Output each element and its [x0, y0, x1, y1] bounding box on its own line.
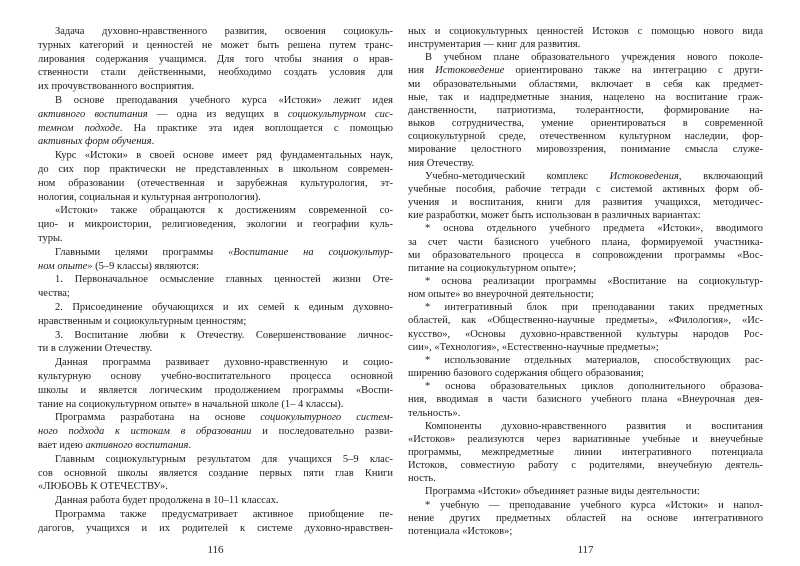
text-run: питание на социокультурном опыте»;	[408, 262, 577, 274]
text-line	[38, 356, 393, 370]
text-line	[38, 480, 393, 494]
text-run: * интегративный блок при преподавании таких предметных	[425, 302, 763, 314]
text-line	[408, 341, 763, 354]
text-run: Программа «Истоки» объединяет разные виды деятельности:	[425, 486, 700, 498]
text-line	[38, 494, 393, 508]
text-run: кусство», «Основы духовно-нравственной культуры народов Рос-	[408, 328, 763, 340]
text-run: их прочувствованного восприятия.	[38, 81, 195, 93]
text-run: сии», «Технология», «Естественно-научные предметы»;	[408, 341, 659, 353]
text-run: * основа отдельного учебного предмета «Истоки», вводимого	[425, 223, 763, 235]
italic-text-run: Истоковедения	[609, 170, 679, 182]
text-line	[408, 525, 763, 538]
text-run: ния	[408, 65, 436, 77]
text-run: , включающий	[678, 170, 764, 182]
text-run: .	[151, 136, 155, 148]
text-line	[408, 51, 763, 64]
text-run: Данная работа будет продолжена в 10–11 классах.	[55, 495, 279, 507]
text-line	[408, 209, 763, 222]
text-line	[408, 157, 763, 170]
text-line	[408, 183, 763, 196]
text-run: данственности, патриотизма, толерантности, формирование на-	[408, 104, 763, 116]
text-line	[38, 329, 393, 343]
text-run: тание на социокультурном опыте» в начальной школе (1– 4 классы).	[38, 398, 344, 410]
text-line	[408, 512, 763, 525]
text-line	[38, 94, 393, 108]
text-run: ния, вводимая в части базисного учебного плана «Внеурочная дея-	[408, 394, 763, 406]
text-line	[408, 433, 763, 446]
text-line	[38, 149, 393, 163]
text-line	[408, 354, 763, 367]
text-run: школы и является логическим продолжением программы «Воспи-	[38, 384, 393, 396]
text-run: нравственным и социокультурным ценностям;	[38, 315, 247, 327]
text-line	[408, 78, 763, 91]
text-line	[408, 393, 763, 406]
text-line	[38, 39, 393, 53]
text-line	[38, 301, 393, 315]
text-line	[408, 222, 763, 235]
text-line	[408, 367, 763, 380]
text-run: вает идею	[38, 439, 86, 451]
italic-text-run: ного подхода к истокам в образовании	[38, 426, 252, 438]
text-run: ность.	[408, 473, 436, 485]
text-line	[408, 446, 763, 459]
text-line	[408, 380, 763, 393]
text-line	[408, 143, 763, 156]
italic-text-run: темном подходе	[38, 122, 120, 134]
text-line	[408, 459, 763, 472]
text-line	[38, 108, 393, 122]
text-run: туры.	[38, 232, 63, 244]
text-run: турных категорий и ценностей не может быть решена путем транс-	[38, 39, 393, 51]
text-line	[408, 262, 763, 275]
text-run: Истоков, совместную работу с родителями, внеучебную деятель-	[408, 460, 763, 472]
text-run: ми образовательными областями, включает в себя как предмет-	[408, 78, 763, 90]
right-page-number: 117	[577, 544, 594, 556]
text-line	[38, 232, 393, 246]
text-run: ственности стали действенными, необходимо создать условия для	[38, 67, 393, 79]
text-run: нология, социальная и культурная антропология).	[38, 191, 261, 203]
text-line	[38, 260, 393, 274]
text-run: Главным социокультурным результатом для учащихся 5–9 клас-	[55, 453, 393, 465]
text-line	[38, 191, 393, 205]
text-run: и последовательно разви-	[251, 426, 393, 438]
text-run: культурную основу учебно-воспитательного процесса основной	[38, 370, 393, 382]
text-run: .	[188, 439, 192, 451]
text-line	[38, 467, 393, 481]
text-run: Данная программа развивает духовно-нравственную и социо-	[55, 357, 393, 369]
text-run: * учебную — преподавание учебного курса «Истоки» и напол-	[425, 499, 763, 511]
text-line	[38, 218, 393, 232]
text-run: социокультурной среде, отечественном культурном наследии, фор-	[408, 131, 763, 143]
text-line	[38, 66, 393, 80]
text-run: учения и воспитания, книги для развития учащихся, методичес-	[408, 197, 763, 209]
right-page	[408, 25, 763, 566]
text-line	[38, 53, 393, 67]
text-run: (5–9 классы) являются:	[92, 260, 200, 272]
text-line	[38, 508, 393, 522]
text-run: Программа также предусматривает активное приобщение пе-	[55, 508, 393, 520]
text-line	[408, 249, 763, 262]
text-line	[38, 315, 393, 329]
text-run: 1. Первоначальное осмысление главных ценностей жизни Оте-	[55, 274, 393, 286]
text-run: нение других предметных областей на основе интегративного	[408, 512, 763, 524]
text-run: Главными целями программы	[55, 246, 229, 258]
text-line	[38, 25, 393, 39]
text-line	[38, 398, 393, 412]
text-line	[408, 314, 763, 327]
text-run: выков сотрудничества, умение ориентироваться в современной	[408, 118, 763, 130]
text-run: * основа реализации программы «Воспитание на социокультур-	[425, 275, 763, 287]
text-line	[38, 342, 393, 356]
text-run: ния Отечеству.	[408, 157, 475, 169]
left-page-text-column	[38, 25, 393, 535]
text-line	[408, 117, 763, 130]
right-page-text-column	[408, 25, 763, 538]
text-run: ном образовании (отечественная и зарубежная культурология, эт-	[38, 177, 393, 189]
text-run: ти в служении Отечеству.	[38, 343, 153, 355]
text-line	[408, 420, 763, 433]
italic-text-run: «Воспитание на социокультур-	[228, 246, 393, 258]
text-run: программы, межпредметные линии интегративного потенциала	[408, 447, 763, 458]
text-line	[38, 246, 393, 260]
text-run: «ЛЮБОВЬ К ОТЕЧЕСТВУ».	[38, 481, 168, 493]
text-line	[38, 122, 393, 136]
text-line	[408, 104, 763, 117]
text-line	[408, 25, 763, 38]
text-line	[408, 301, 763, 314]
text-line	[408, 196, 763, 209]
text-run: сов основной школы является создание первых пяти глав Книги	[38, 467, 393, 479]
text-run: потенциала «Истоков»;	[408, 525, 513, 537]
italic-text-run: активного воспитания	[38, 108, 148, 120]
text-line	[38, 384, 393, 398]
text-run: ном опыте» во внеурочной деятельности;	[408, 289, 594, 301]
text-run: Курс «Истоки» в своей основе имеет ряд фундаментальных наук,	[55, 150, 393, 162]
text-run: 2. Присоединение обучающихся и их семей к единым духовно-	[55, 301, 393, 313]
text-run: В основе преподавания учебного курса «Истоки» лежит идея	[55, 94, 393, 106]
text-run: Задача духовно-нравственного развития, освоения социокуль-	[55, 26, 393, 37]
text-run: Компоненты духовно-нравственного развития и воспитания	[425, 420, 763, 432]
text-run: до сих пор практически не представленных в школьном современ-	[38, 163, 393, 175]
text-line	[408, 38, 763, 51]
left-page-number: 116	[207, 544, 224, 556]
text-run: ориентировано также на интеграцию с други-	[504, 65, 763, 77]
text-line	[408, 91, 763, 104]
text-run: чества;	[38, 288, 70, 300]
text-line	[408, 472, 763, 485]
text-run: ми образовательного процесса в сопровождении программы «Вос-	[408, 249, 763, 261]
text-run: инструментария — книг для развития.	[408, 39, 581, 51]
text-run: цио- и микроистории, религиоведения, экологии и географии куль-	[38, 219, 393, 231]
text-line	[38, 204, 393, 218]
italic-text-run: Истоковедение	[435, 65, 505, 77]
text-run: . На практике эта идея воплощается с помощью	[119, 122, 393, 134]
text-run: Программа разработана на основе	[55, 412, 261, 424]
italic-text-run: ном опыте»	[38, 260, 93, 272]
text-line	[408, 407, 763, 420]
text-run: «Истоки» также обращаются к достижениям современной со-	[55, 205, 393, 217]
text-run: мирование целостного мировоззрения, понимание смысла служе-	[408, 144, 763, 156]
text-line	[408, 499, 763, 512]
italic-text-run: социокультурного систем-	[260, 412, 393, 424]
text-line	[38, 411, 393, 425]
text-line	[38, 453, 393, 467]
text-line	[38, 163, 393, 177]
text-run: за счет части базисного учебного плана, формируемой участника-	[408, 236, 763, 248]
text-line	[408, 64, 763, 77]
italic-text-run: активного воспитания	[85, 439, 189, 451]
text-line	[408, 288, 763, 301]
italic-text-run: социокультурном сис-	[287, 108, 393, 120]
text-line	[38, 273, 393, 287]
italic-text-run: активных форм обучения	[38, 136, 152, 148]
text-run: кие разработки, может быть использован в различных вариантах:	[408, 210, 701, 222]
text-run: областей, как «Общественно-научные предметы», «Филология», «Ис-	[408, 315, 763, 327]
text-run: * использование отдельных материалов, способствующих рас-	[425, 354, 763, 366]
text-line	[408, 170, 763, 183]
text-run: учебные пособия, рабочие тетради с системой активных форм об-	[408, 183, 763, 195]
text-run: ширению базового содержания общего образования;	[408, 368, 644, 380]
text-line	[38, 287, 393, 301]
text-line	[38, 522, 393, 536]
text-run: «Истоков» реализуются через вариативные учебные и внеучебные	[408, 433, 763, 445]
text-run: ные, так и надпредметные знания, нацелено на воспитание граж-	[408, 91, 763, 103]
text-line	[408, 130, 763, 143]
text-line	[38, 177, 393, 191]
text-run: 3. Воспитание любви к Отечеству. Совершенствование личнос-	[55, 329, 393, 341]
text-line	[408, 275, 763, 288]
text-line	[408, 236, 763, 249]
text-run: * основа образовательных циклов дополнительного образова-	[425, 381, 763, 393]
text-line	[38, 370, 393, 384]
text-line	[38, 135, 393, 149]
text-line	[38, 439, 393, 453]
text-run: Учебно-методический комплекс	[425, 170, 610, 182]
text-line	[408, 485, 763, 498]
text-run: лирования содержания учащимся. Для того чтобы знания о нрав-	[38, 53, 393, 65]
text-run: дагогов, учащихся и их родителей к системе духовно-нравствен-	[38, 522, 393, 534]
left-page	[38, 25, 393, 566]
text-run: тельность».	[408, 407, 461, 419]
text-run: — одна из ведущих в	[147, 108, 288, 120]
text-run: ных и социокультурных ценностей Истоков с помощью нового вида	[408, 26, 763, 37]
text-line	[38, 80, 393, 94]
text-line	[38, 425, 393, 439]
text-run: В учебном плане образовательного учреждения нового поколе-	[425, 52, 763, 64]
text-line	[408, 328, 763, 341]
